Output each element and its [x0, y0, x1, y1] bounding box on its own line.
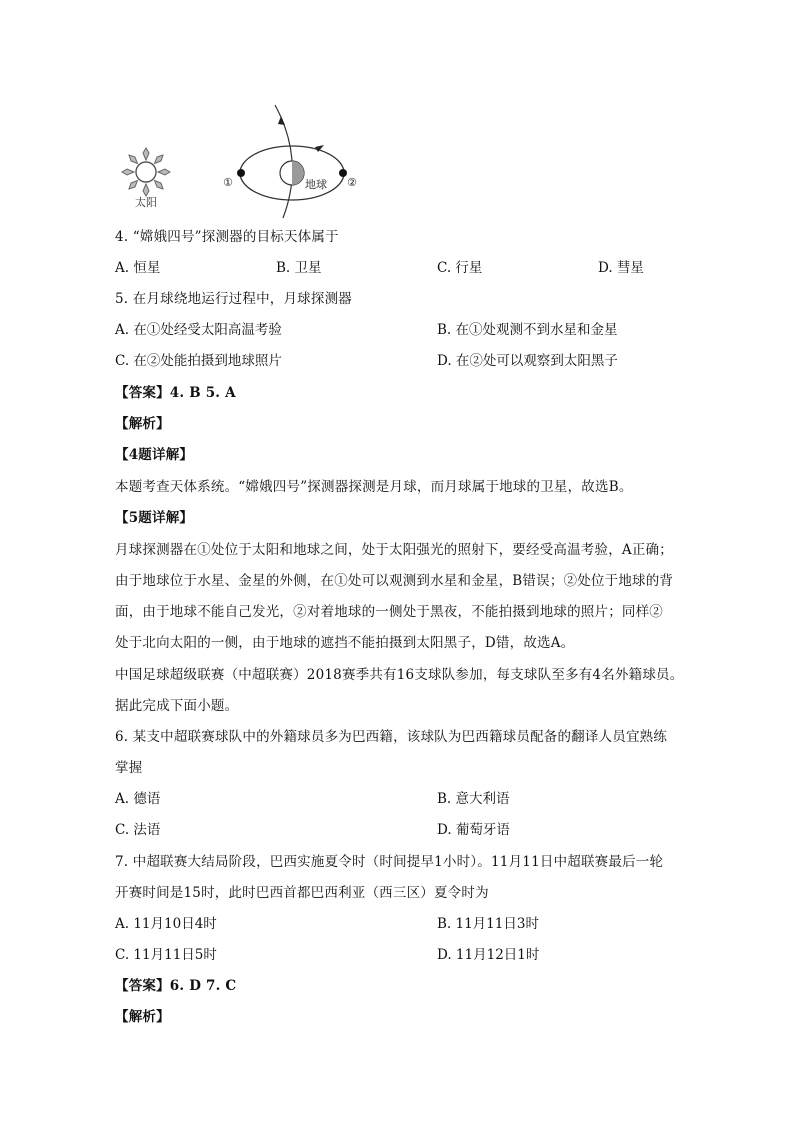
- orbit-arrow-icon: [278, 116, 285, 125]
- q6-option-d: D. 葡萄牙语: [437, 822, 510, 838]
- q6-option-a: A. 德语: [115, 791, 161, 807]
- earth-icon: [280, 161, 304, 185]
- position-1-label: ①: [223, 176, 233, 189]
- q4-option-c: C. 行星: [437, 260, 483, 276]
- q7-option-d: D. 11月12日1时: [437, 947, 540, 963]
- q5-detail-heading: 【5题详解】: [115, 510, 194, 526]
- moon-position-1: [237, 169, 245, 177]
- moon-position-2: [339, 169, 347, 177]
- q7-option-c: C. 11月11日5时: [115, 947, 217, 963]
- sun-earth-moon-diagram: [115, 100, 375, 220]
- answer-6-7: 【答案】6. D 7. C: [115, 978, 237, 994]
- q5-detail-line-1: 月球探测器在①处位于太阳和地球之间，处于太阳强光的照射下，要经受高温考验，A正确；: [115, 542, 673, 558]
- q5-option-a: A. 在①处经受太阳高温考验: [115, 322, 282, 338]
- analysis-heading-1: 【解析】: [115, 416, 170, 432]
- q5-option-b: B. 在①处观测不到水星和金星: [437, 322, 618, 338]
- position-2-label: ②: [347, 176, 357, 189]
- q4-detail-text: 本题考查天体系统。“嫦娥四号”探测器探测是月球，而月球属于地球的卫星，故选B。: [115, 479, 633, 495]
- q7-option-b: B. 11月11日3时: [437, 916, 539, 932]
- q5-detail-line-3: 面，由于地球不能自己发光，②对着地球的一侧处于黑夜，不能拍摄到地球的照片；同样②: [115, 604, 663, 620]
- intro-line-2: 据此完成下面小题。: [115, 698, 239, 714]
- q5-option-c: C. 在②处能拍摄到地球照片: [115, 353, 282, 369]
- q4-detail-heading: 【4题详解】: [115, 447, 194, 463]
- question-6-stem-line-1: 6. 某支中超联赛球队中的外籍球员多为巴西籍，该球队为巴西籍球员配备的翻译人员宜熟练: [115, 729, 668, 745]
- question-4-stem: 4. “嫦娥四号”探测器的目标天体属于: [115, 229, 339, 245]
- question-7-stem-line-1: 7. 中超联赛大结局阶段，巴西实施夏令时（时间提早1小时）。11月11日中超联赛最后一轮: [115, 854, 664, 870]
- q4-option-a: A. 恒星: [115, 260, 161, 276]
- q4-option-d: D. 彗星: [598, 260, 644, 276]
- question-6-stem-line-2: 掌握: [115, 760, 143, 776]
- q6-option-b: B. 意大利语: [437, 791, 510, 807]
- q5-detail-line-4: 处于北向太阳的一侧，由于地球的遮挡不能拍摄到太阳黑子，D错，故选A。: [115, 635, 575, 651]
- sun-label: 太阳: [135, 196, 157, 209]
- analysis-heading-2: 【解析】: [115, 1009, 170, 1025]
- q7-option-a: A. 11月10日4时: [115, 916, 217, 932]
- earth-label: 地球: [305, 178, 327, 191]
- answer-4-5: 【答案】4. B 5. A: [115, 385, 236, 401]
- question-5-stem: 5. 在月球绕地运行过程中，月球探测器: [115, 291, 352, 307]
- q6-option-c: C. 法语: [115, 822, 161, 838]
- q5-detail-line-2: 由于地球位于水星、金星的外侧，在①处可以观测到水星和金星，B错误；②处位于地球的背: [115, 573, 674, 589]
- q5-option-d: D. 在②处可以观察到太阳黑子: [437, 353, 618, 369]
- sun-icon: [122, 148, 170, 196]
- question-7-stem-line-2: 开赛时间是15时，此时巴西首都巴西利亚（西三区）夏令时为: [115, 885, 489, 901]
- q4-option-b: B. 卫星: [276, 260, 322, 276]
- intro-line-1: 中国足球超级联赛（中超联赛）2018赛季共有16支球队参加，每支球队至多有4名外籍球员。: [115, 667, 684, 683]
